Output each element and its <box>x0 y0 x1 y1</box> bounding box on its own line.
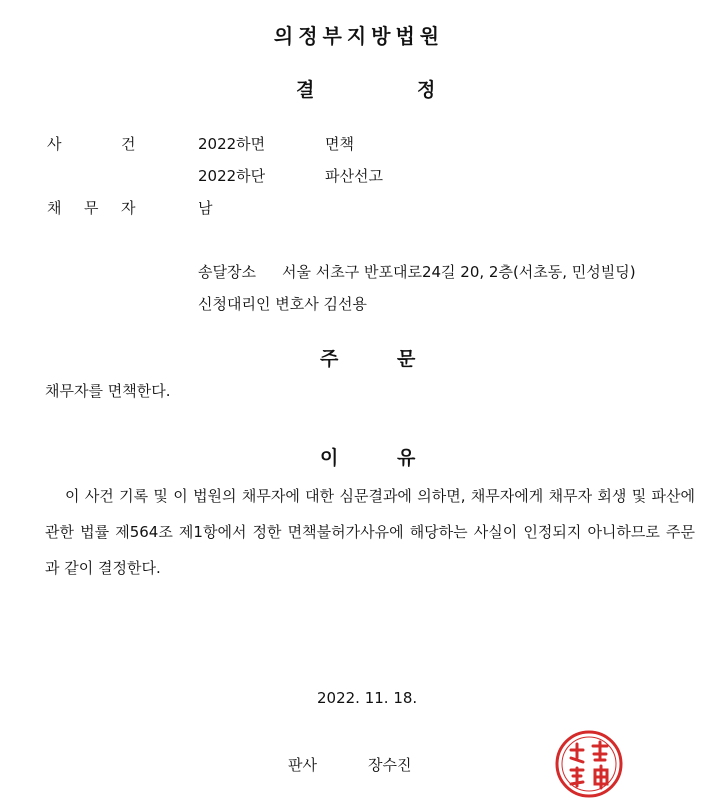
judge-title: 판사 <box>288 756 317 774</box>
case-name-1: 면책 <box>325 135 354 153</box>
service-address: 서울 서초구 반포대로24길 20, 2층(서초동, 민성빌딩) <box>282 263 636 281</box>
applicant-agent: 신청대리인 변호사 김선용 <box>198 295 367 313</box>
reason-heading-char-1: 이 <box>320 447 339 469</box>
case-number-1: 2022하면 <box>198 135 266 153</box>
reason-text: 이 사건 기록 및 이 법원의 채무자에 대한 심문결과에 의하면, 채무자에게 채무자 회생 및 파산에 관한 법률 제564조 제1항에서 정한 면책불허가사유에 해당하는 사실이 인정되지 아니하므로 주문과 같이 결정한다. <box>45 487 695 577</box>
seal-stamp-icon <box>553 728 625 800</box>
doc-type-char-2: 정 <box>417 79 436 101</box>
order-heading-char-2: 문 <box>397 348 416 370</box>
case-label-char-1: 사 <box>47 135 62 153</box>
order-heading-char-1: 주 <box>320 348 339 370</box>
debtor-label-char-2: 무 <box>84 199 99 217</box>
judge-name: 장수진 <box>368 756 412 774</box>
debtor-label-char-1: 채 <box>47 199 62 217</box>
case-label-char-2: 건 <box>121 135 136 153</box>
judge-seal <box>553 728 625 800</box>
case-name-2: 파산선고 <box>325 167 383 185</box>
service-address-label: 송달장소 <box>198 263 256 281</box>
case-number-2: 2022하단 <box>198 167 266 185</box>
court-name: 의정부지방법원 <box>273 24 445 48</box>
debtor-label-char-3: 자 <box>121 199 136 217</box>
order-text: 채무자를 면책한다. <box>45 382 171 400</box>
decision-date: 2022. 11. 18. <box>317 689 418 707</box>
reason-heading-char-2: 유 <box>397 447 416 469</box>
debtor-name: 남 <box>198 199 213 217</box>
doc-type-char-1: 결 <box>296 79 315 101</box>
